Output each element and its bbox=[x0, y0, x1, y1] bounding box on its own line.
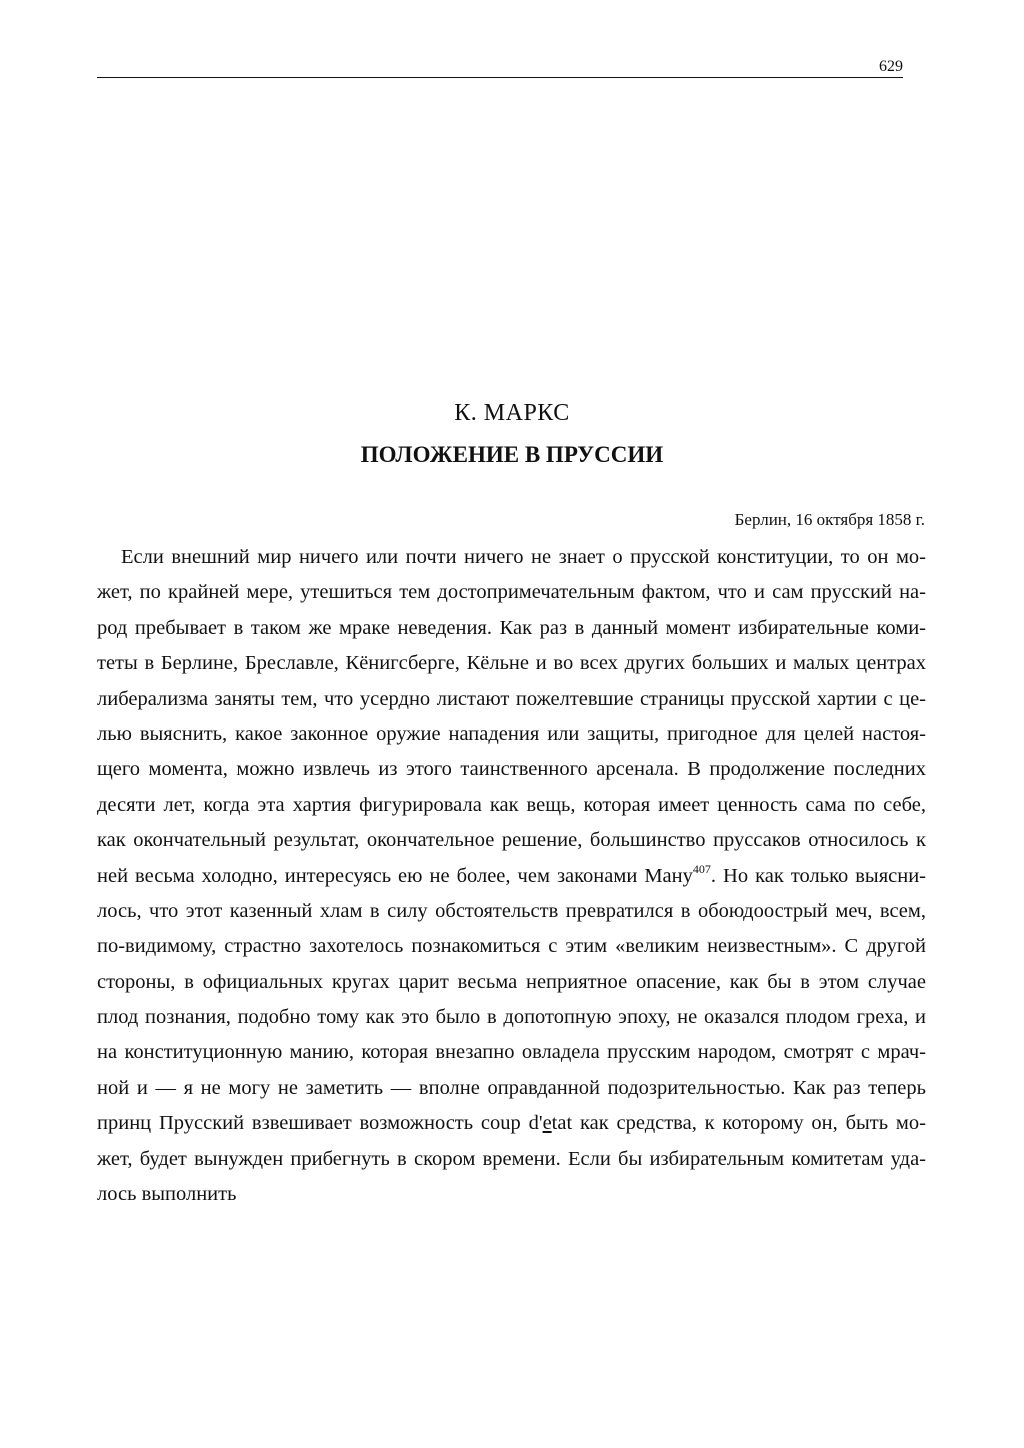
text-line: либерализма заняты тем, что усердно листают пожелтевшие страницы прусской хартии с це- bbox=[97, 687, 926, 710]
article-body bbox=[97, 540, 926, 1212]
text-segment: ней весьма холодно, интересуясь ею не более, чем законами Ману bbox=[97, 864, 693, 887]
text-line: на конституционную манию, которая внезапно овладела прусским народом, смотрят с мрач- bbox=[97, 1041, 926, 1064]
text-line: Если внешний мир ничего или почти ничего не знает о прусской конституции, то он мо- bbox=[121, 546, 926, 568]
page-number: 629 bbox=[879, 58, 903, 75]
text-line: по-видимому, страстно захотелось познакомиться с этим «великим неизвестным». С другой bbox=[97, 935, 926, 958]
author-name: К. МАРКС bbox=[454, 400, 570, 426]
text-line: жет, по крайней мере, утешиться тем достопримечательным фактом, что и сам прусский на- bbox=[97, 581, 926, 604]
text-line bbox=[97, 1106, 926, 1141]
text-line: плод познания, подобно тому как это было в допотопную эпоху, не оказался плодом греха, и bbox=[97, 1006, 926, 1029]
text-line: род пребывает в таком же мраке неведения. Как раз в данный момент избирательные коми- bbox=[97, 616, 926, 639]
text-line: лью выяснить, какое законное оружие нападения или защиты, пригодное для целей настоя- bbox=[97, 722, 926, 745]
dateline: Берлин, 16 октября 1858 г. bbox=[734, 510, 925, 529]
underlined-letter: e bbox=[542, 1112, 552, 1135]
text-line: лось, что этот казенный хлам в силу обстоятельств превратился в обоюдоострый меч, всем, bbox=[97, 899, 926, 922]
text-line: щего момента, можно извлечь из этого таинственного арсенала. В продолжение последних bbox=[97, 758, 926, 781]
text-line: лось выполнить bbox=[97, 1183, 237, 1206]
footnote-reference: 407 bbox=[692, 861, 711, 876]
text-line: десяти лет, когда эта хартия фигурировала как вещь, которая имеет ценность сама по себе, bbox=[97, 793, 926, 816]
text-line: теты в Берлине, Бреславле, Кёнигсберге, Кёльне и во всех других больших и малых центрах bbox=[97, 652, 926, 675]
text-segment: . Но как только выясни- bbox=[710, 864, 926, 887]
text-line bbox=[97, 859, 926, 894]
article-title: ПОЛОЖЕНИЕ В ПРУССИИ bbox=[360, 442, 664, 467]
text-line: как окончательный результат, окончательное решение, большинство пруссаков относилось к bbox=[97, 829, 926, 852]
text-segment: принц Прусский взвешивает возможность coup d' bbox=[97, 1112, 543, 1135]
text-line: стороны, в официальных кругах царит весьма неприятное опасение, как бы в этом случае bbox=[97, 970, 926, 993]
text-line: жет, будет вынужден прибегнуть в скором времени. Если бы избирательным комитетам уда- bbox=[97, 1147, 926, 1170]
text-line: ной и — я не могу не заметить — вполне оправданной подозрительностью. Как раз теперь bbox=[97, 1076, 926, 1099]
text-segment: tat как средства, к которому он, быть мо- bbox=[551, 1112, 926, 1135]
header-rule bbox=[97, 77, 903, 78]
